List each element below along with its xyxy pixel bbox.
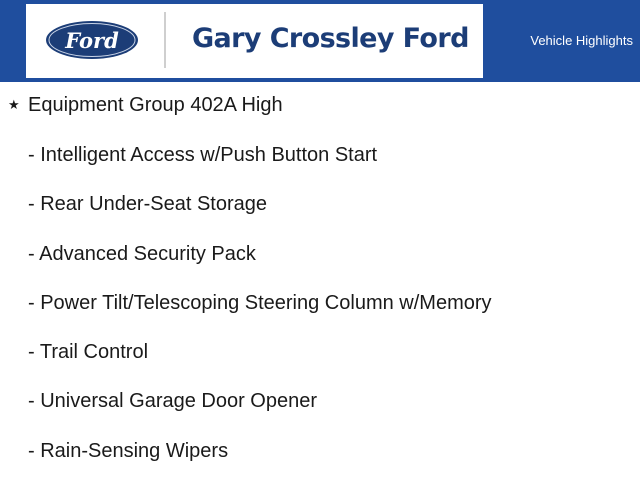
ford-logo-text: Ford <box>65 28 119 53</box>
ford-logo <box>44 19 140 61</box>
feature-list <box>28 144 492 480</box>
dealer-name: Gary Crossley Ford <box>192 23 469 54</box>
feature-item: - Advanced Security Pack <box>28 242 256 265</box>
equipment-group-title: Equipment Group 402A High <box>28 94 283 116</box>
feature-item: - Intelligent Access w/Push Button Start <box>28 144 378 166</box>
dealer-logo-panel[interactable] <box>26 4 483 78</box>
feature-item: - Universal Garage Door Opener <box>28 390 318 413</box>
header-bar <box>0 0 640 82</box>
feature-item: - Rear Under-Seat Storage <box>28 193 268 216</box>
vehicle-highlights-link[interactable]: Vehicle Highlights <box>530 33 633 48</box>
feature-item: - Trail Control <box>28 341 149 364</box>
feature-item: - Power Tilt/Telescoping Steering Column w/Memory <box>28 291 492 314</box>
star-icon: ★ <box>8 97 20 112</box>
logo-divider <box>164 12 166 68</box>
feature-item: - Rain-Sensing Wipers <box>28 439 229 462</box>
